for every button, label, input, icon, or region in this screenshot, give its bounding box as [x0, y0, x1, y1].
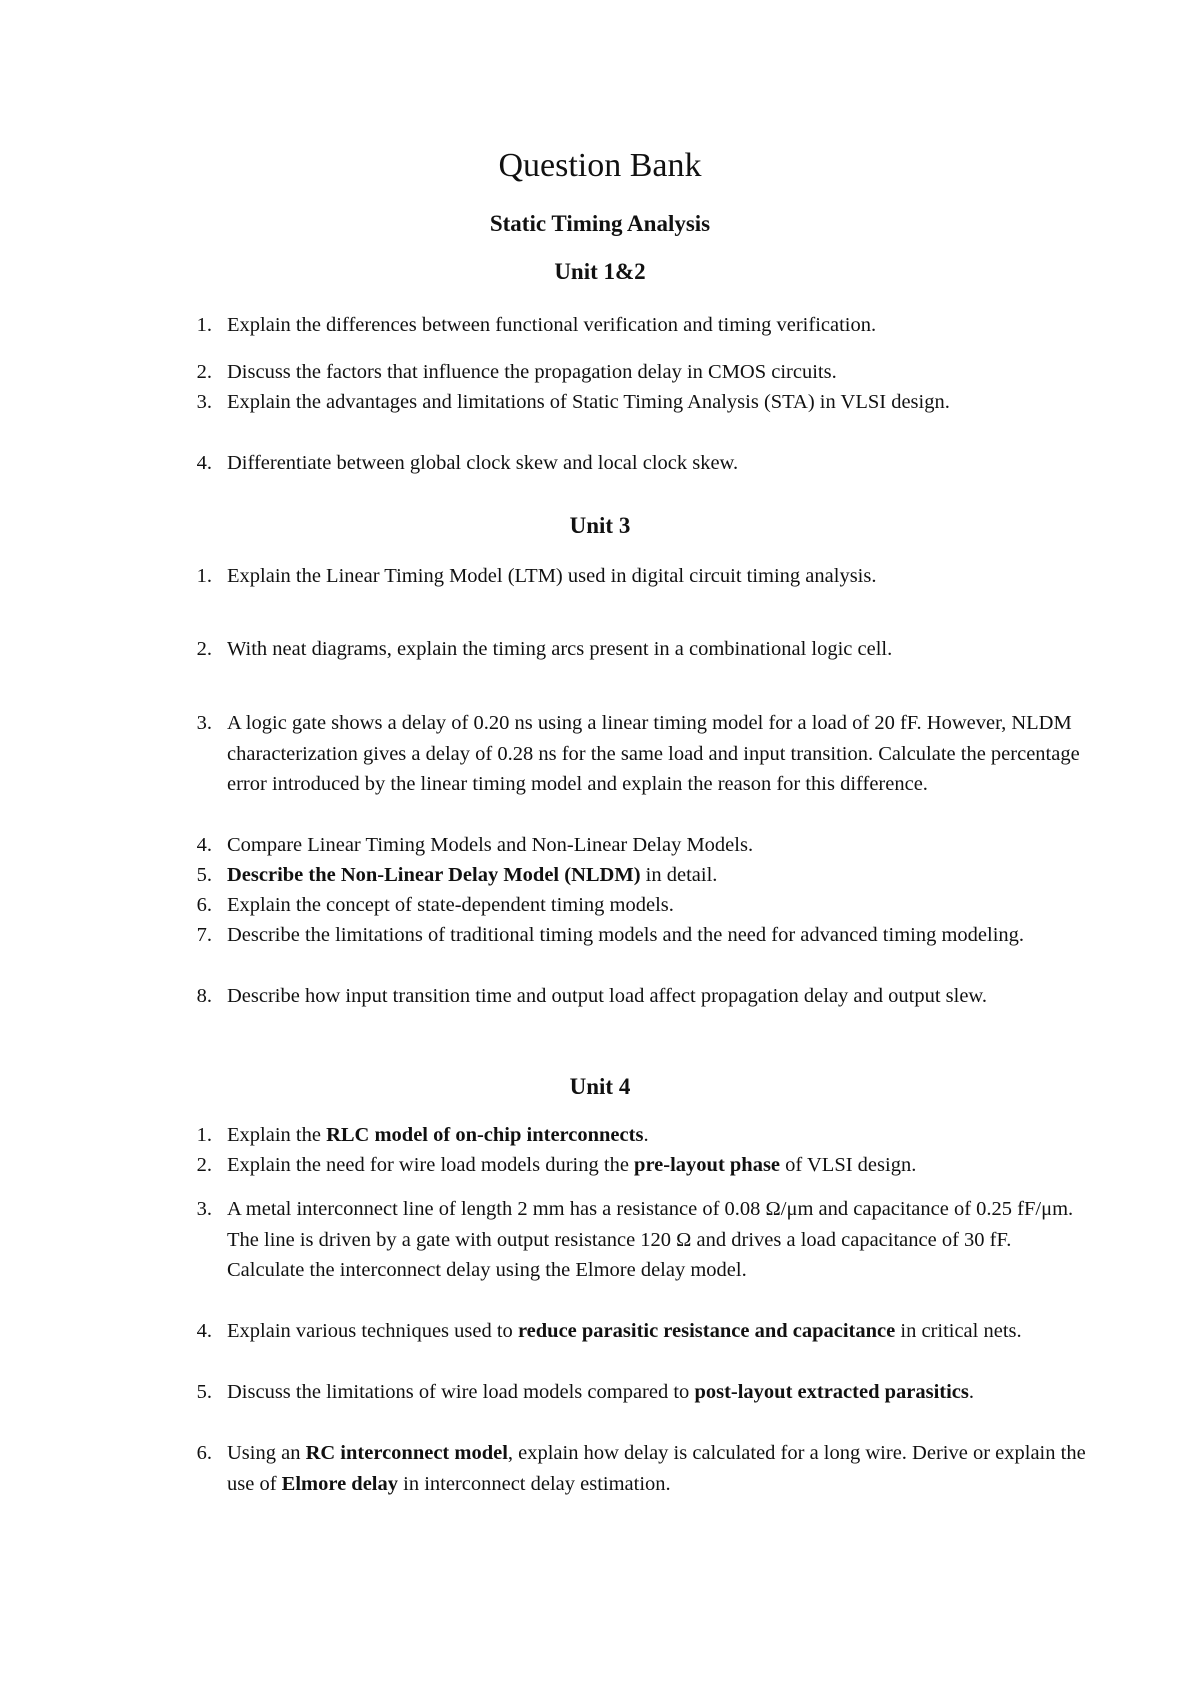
question-item [190, 708, 1090, 800]
question-number: 1. [196, 314, 212, 336]
question-item [190, 1120, 1090, 1151]
question-bold-text: pre-layout phase [634, 1154, 781, 1176]
question-item [190, 1438, 1090, 1499]
subject-title: Static Timing Analysis [489, 211, 711, 236]
question-text: in detail. [640, 864, 718, 886]
question-number: 4. [196, 834, 212, 856]
question-item [190, 448, 1090, 479]
question-text: A metal interconnect line of length 2 mm has a resistance of 0.08 Ω/μm and capacitance of 0.25 fF/μm. The line is driven by a gate with output resistance 120 Ω and drives a load capacitance of 30 fF. Calculate the interconnect delay using the Elmore delay model. [227, 1198, 1074, 1281]
question-text: Explain the concept of state-dependent timing models. [227, 894, 674, 916]
question-item [190, 1316, 1090, 1347]
question-bold-text: Describe the Non-Linear Delay Model (NLDM) [227, 864, 641, 886]
question-number: 3. [196, 712, 212, 734]
question-text: Explain various techniques used to [227, 1320, 518, 1342]
question-text: A logic gate shows a delay of 0.20 ns using a linear timing model for a load of 20 fF. However, NLDM characterization gives a delay of 0.28 ns for the same load and input transition. Calculate the percentage error introduced by the linear timing model and explain the reason for this difference. [227, 712, 1080, 795]
question-number: 4. [196, 1320, 212, 1342]
unit-heading: Unit 1&2 [554, 259, 646, 284]
question-text: Describe the limitations of traditional timing models and the need for advanced timing modeling. [227, 924, 1025, 946]
question-text: Explain the differences between functional verification and timing verification. [227, 314, 877, 336]
question-text: Explain the need for wire load models during the [227, 1154, 635, 1176]
unit-heading: Unit 3 [569, 513, 631, 538]
question-number: 1. [196, 1124, 212, 1146]
question-text: Describe how input transition time and output load affect propagation delay and output slew. [227, 985, 988, 1007]
question-number: 5. [196, 864, 212, 886]
question-text: in interconnect delay estimation. [398, 1472, 671, 1495]
question-number: 1. [196, 565, 212, 587]
question-item [190, 981, 1090, 1012]
question-text: Explain the Linear Timing Model (LTM) used in digital circuit timing analysis. [227, 565, 877, 587]
question-item [190, 830, 1090, 861]
question-text: Differentiate between global clock skew and local clock skew. [227, 452, 739, 474]
question-item [190, 1150, 1090, 1181]
question-item [190, 860, 1090, 891]
question-number: 4. [196, 452, 212, 474]
unit-heading: Unit 4 [569, 1074, 631, 1099]
question-text: Explain the advantages and limitations of Static Timing Analysis (STA) in VLSI design. [227, 391, 950, 413]
question-item [190, 1377, 1090, 1408]
question-text: in critical nets. [895, 1320, 1022, 1342]
question-number: 5. [196, 1381, 212, 1403]
question-text: With neat diagrams, explain the timing arcs present in a combinational logic cell. [227, 638, 893, 660]
question-bold-text: reduce parasitic resistance and capacitance [517, 1320, 896, 1342]
question-bold-text: RLC model of on-chip interconnects [326, 1124, 644, 1146]
question-item [190, 357, 1090, 388]
question-number: 3. [196, 1198, 212, 1220]
question-text: Explain the [227, 1124, 327, 1146]
question-number: 2. [196, 638, 212, 660]
question-text: , explain how delay is calculated for a long wire. Derive or explain the use of [227, 1442, 1086, 1495]
question-number: 2. [196, 361, 212, 383]
question-text: Discuss the factors that influence the propagation delay in CMOS circuits. [227, 361, 837, 383]
page-title: Question Bank [498, 147, 702, 184]
question-number: 6. [196, 1442, 212, 1464]
question-item [190, 1194, 1090, 1286]
question-text: Discuss the limitations of wire load models compared to [227, 1381, 695, 1403]
question-bold-text: RC interconnect model [305, 1442, 508, 1464]
question-item [190, 561, 1090, 592]
question-text: Compare Linear Timing Models and Non-Linear Delay Models. [227, 834, 754, 856]
question-item [190, 920, 1090, 951]
question-number: 6. [196, 894, 212, 916]
question-number: 7. [196, 924, 212, 946]
question-item [190, 387, 1090, 418]
question-text: Using an [227, 1442, 306, 1464]
question-item [190, 890, 1090, 921]
question-number: 3. [196, 391, 212, 413]
question-item [190, 634, 1090, 665]
question-text: of VLSI design. [780, 1154, 917, 1176]
question-bold-text: Elmore delay [281, 1472, 398, 1495]
question-item [190, 310, 1090, 341]
question-text: . [968, 1381, 974, 1403]
question-number: 2. [196, 1154, 212, 1176]
question-number: 8. [196, 985, 212, 1007]
question-text: . [643, 1124, 649, 1146]
question-bold-text: post-layout extracted parasitics [694, 1381, 969, 1403]
